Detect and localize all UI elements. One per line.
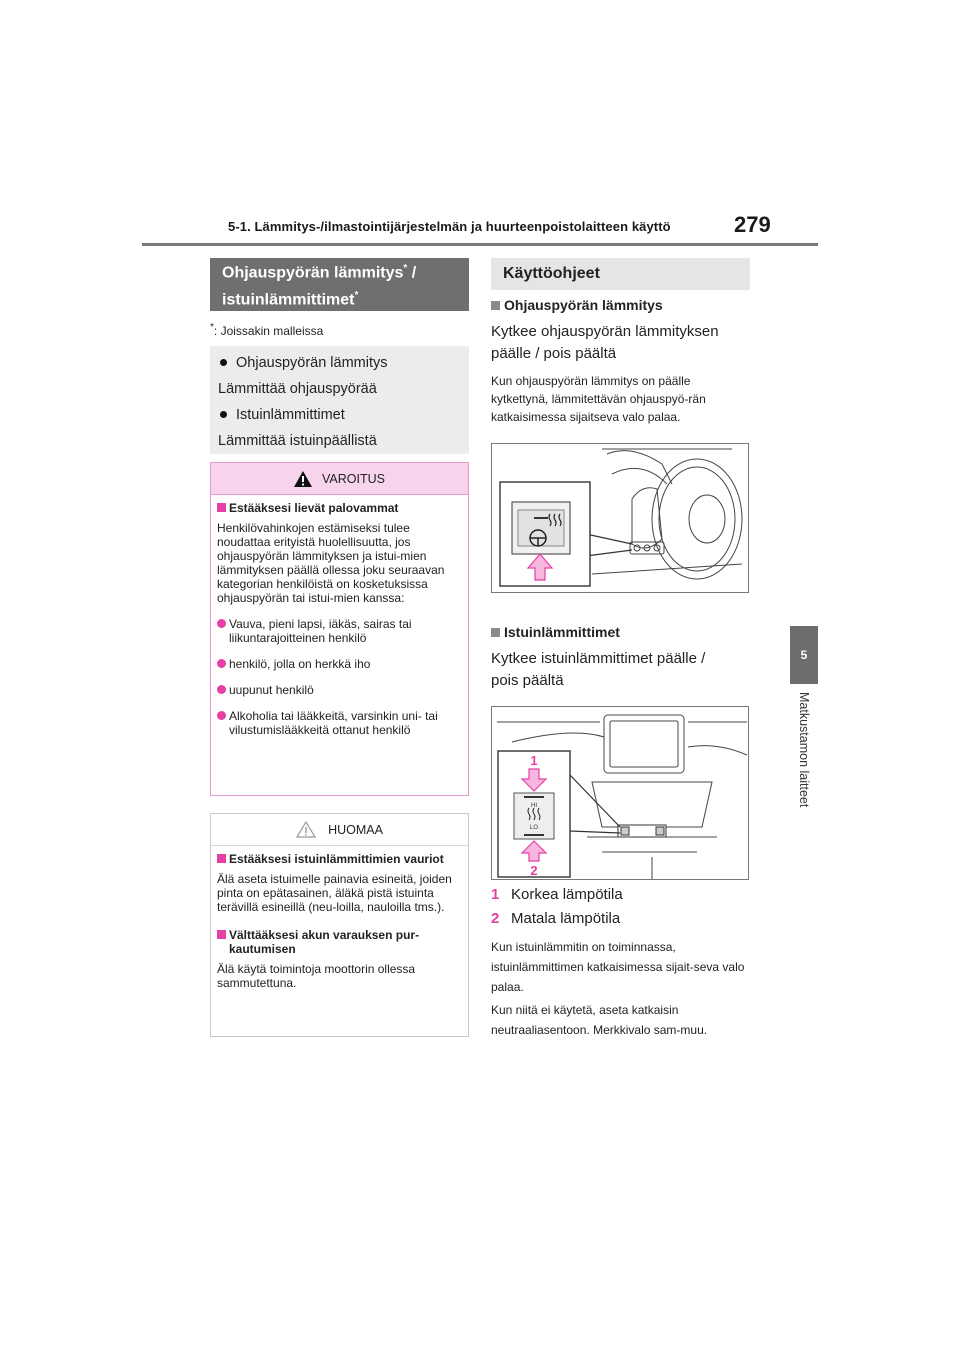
wheel-note: Kun ohjauspyörän lämmitys on päälle kytkettynä, lämmitettävän ohjauspyö-rän katkaisimessa sijaitseva valo palaa. — [491, 374, 706, 424]
bullet-icon — [220, 359, 227, 366]
square-bullet-icon — [491, 301, 500, 310]
steering-heater-illustration — [491, 443, 749, 593]
warning-body — [211, 495, 468, 741]
console-drawing — [492, 707, 749, 880]
list-item: 1 Korkea lämpötila — [491, 886, 623, 903]
pink-dot-icon — [217, 619, 226, 628]
switch-hi-label: HI — [531, 803, 537, 809]
chapter-label — [786, 692, 822, 842]
notice-text: Älä aseta istuimelle painavia esineitä, joiden pinta on epätasainen, äläkä pistä istuinta terävillä esineillä (neu-loilla, nauloilla tms.). — [217, 872, 452, 914]
seat-level-list — [491, 883, 751, 931]
warning-text: Henkilövahinkojen estämiseksi tulee noudattaa erityistä huolellisuutta, jos ohjauspyörän lämmityksen ja istui-mien lämmityksen päällä ollessa joku seuraavan kategorian henkilöistä on kosketuksissa ohjauspyörän tai istui-mien kanssa: — [217, 521, 445, 605]
square-bullet-icon — [217, 930, 226, 939]
bullet-icon — [220, 411, 227, 418]
list-item: Vauva, pieni lapsi, iäkäs, sairas tai liikuntarajoitteinen henkilö — [217, 617, 462, 645]
chapter-tab: 5 — [790, 626, 818, 684]
notice-box — [210, 813, 469, 1037]
warning-triangle-icon — [294, 471, 312, 487]
seat-note-2: Kun niitä ei käytetä, aseta katkaisin neutraaliasentoon. Merkkivalo sam-muu. — [491, 1003, 708, 1037]
seat-heater-illustration — [491, 706, 749, 880]
warning-subheading: Estääksesi lievät palovammat — [217, 501, 462, 515]
footnote: *: Joissakin malleissa — [210, 322, 324, 338]
wheel-heading: Ohjauspyörän lämmitys — [491, 297, 751, 313]
pink-dot-icon — [217, 685, 226, 694]
section-title-heating — [210, 258, 469, 311]
caution-triangle-icon — [296, 821, 316, 838]
summary-box — [210, 346, 469, 454]
notice-subheading: Estääksesi istuinlämmittimien vauriot — [217, 852, 462, 866]
page-number: 279 — [734, 212, 771, 237]
callout-2: 2 — [530, 863, 538, 878]
summary-item: Ohjauspyörän lämmitys — [218, 350, 461, 376]
chapter-label-text: Matkustamon laitteet — [797, 692, 811, 808]
header-rule — [142, 243, 818, 246]
seat-instruction: Kytkee istuinlämmittimet päälle / pois päältä — [491, 650, 706, 689]
square-bullet-icon — [217, 503, 226, 512]
callout-1: 1 — [530, 753, 538, 768]
wheel-instruction: Kytkee ohjauspyörän lämmityksen päälle / pois päältä — [491, 323, 719, 362]
list-item: 2 Matala lämpötila — [491, 910, 621, 927]
pink-dot-icon — [217, 659, 226, 668]
switch-lo-label: LO — [529, 825, 539, 831]
notice-text: Älä käytä toimintoja moottorin ollessa sammutettuna. — [217, 962, 416, 990]
running-header: 5-1. Lämmitys-/ilmastointijärjestelmän ja huurteenpoistolaitteen käyttö — [228, 219, 671, 234]
seat-heading: Istuinlämmittimet — [491, 624, 751, 640]
warning-header: VAROITUS — [211, 463, 468, 495]
pink-dot-icon — [217, 711, 226, 720]
list-item: henkilö, jolla on herkkä iho — [217, 657, 462, 671]
dashboard-drawing — [492, 444, 749, 593]
seat-note-1: Kun istuinlämmitin on toiminnassa, istuinlämmittimen katkaisimessa sijait-seva valo palaa. — [491, 940, 745, 994]
section-title-instructions: Käyttöohjeet — [491, 258, 750, 290]
summary-item: Istuinlämmittimet — [218, 402, 461, 428]
summary-desc: Lämmittää istuinpäällistä — [218, 433, 377, 449]
notice-body — [211, 846, 468, 994]
notice-subheading: Välttääksesi akun varauksen pur-kautumisen — [217, 928, 462, 956]
list-item: Alkoholia tai lääkkeitä, varsinkin uni- tai vilustumislääkkeitä ottanut henkilö — [217, 709, 462, 737]
square-bullet-icon — [217, 854, 226, 863]
section-title-text: Ohjauspyörän lämmitys* / istuinlämmittimet* — [222, 263, 417, 308]
square-bullet-icon — [491, 628, 500, 637]
list-item: uupunut henkilö — [217, 683, 462, 697]
summary-desc: Lämmittää ohjauspyörää — [218, 381, 377, 397]
warning-box — [210, 462, 469, 796]
notice-header: HUOMAA — [211, 814, 468, 846]
